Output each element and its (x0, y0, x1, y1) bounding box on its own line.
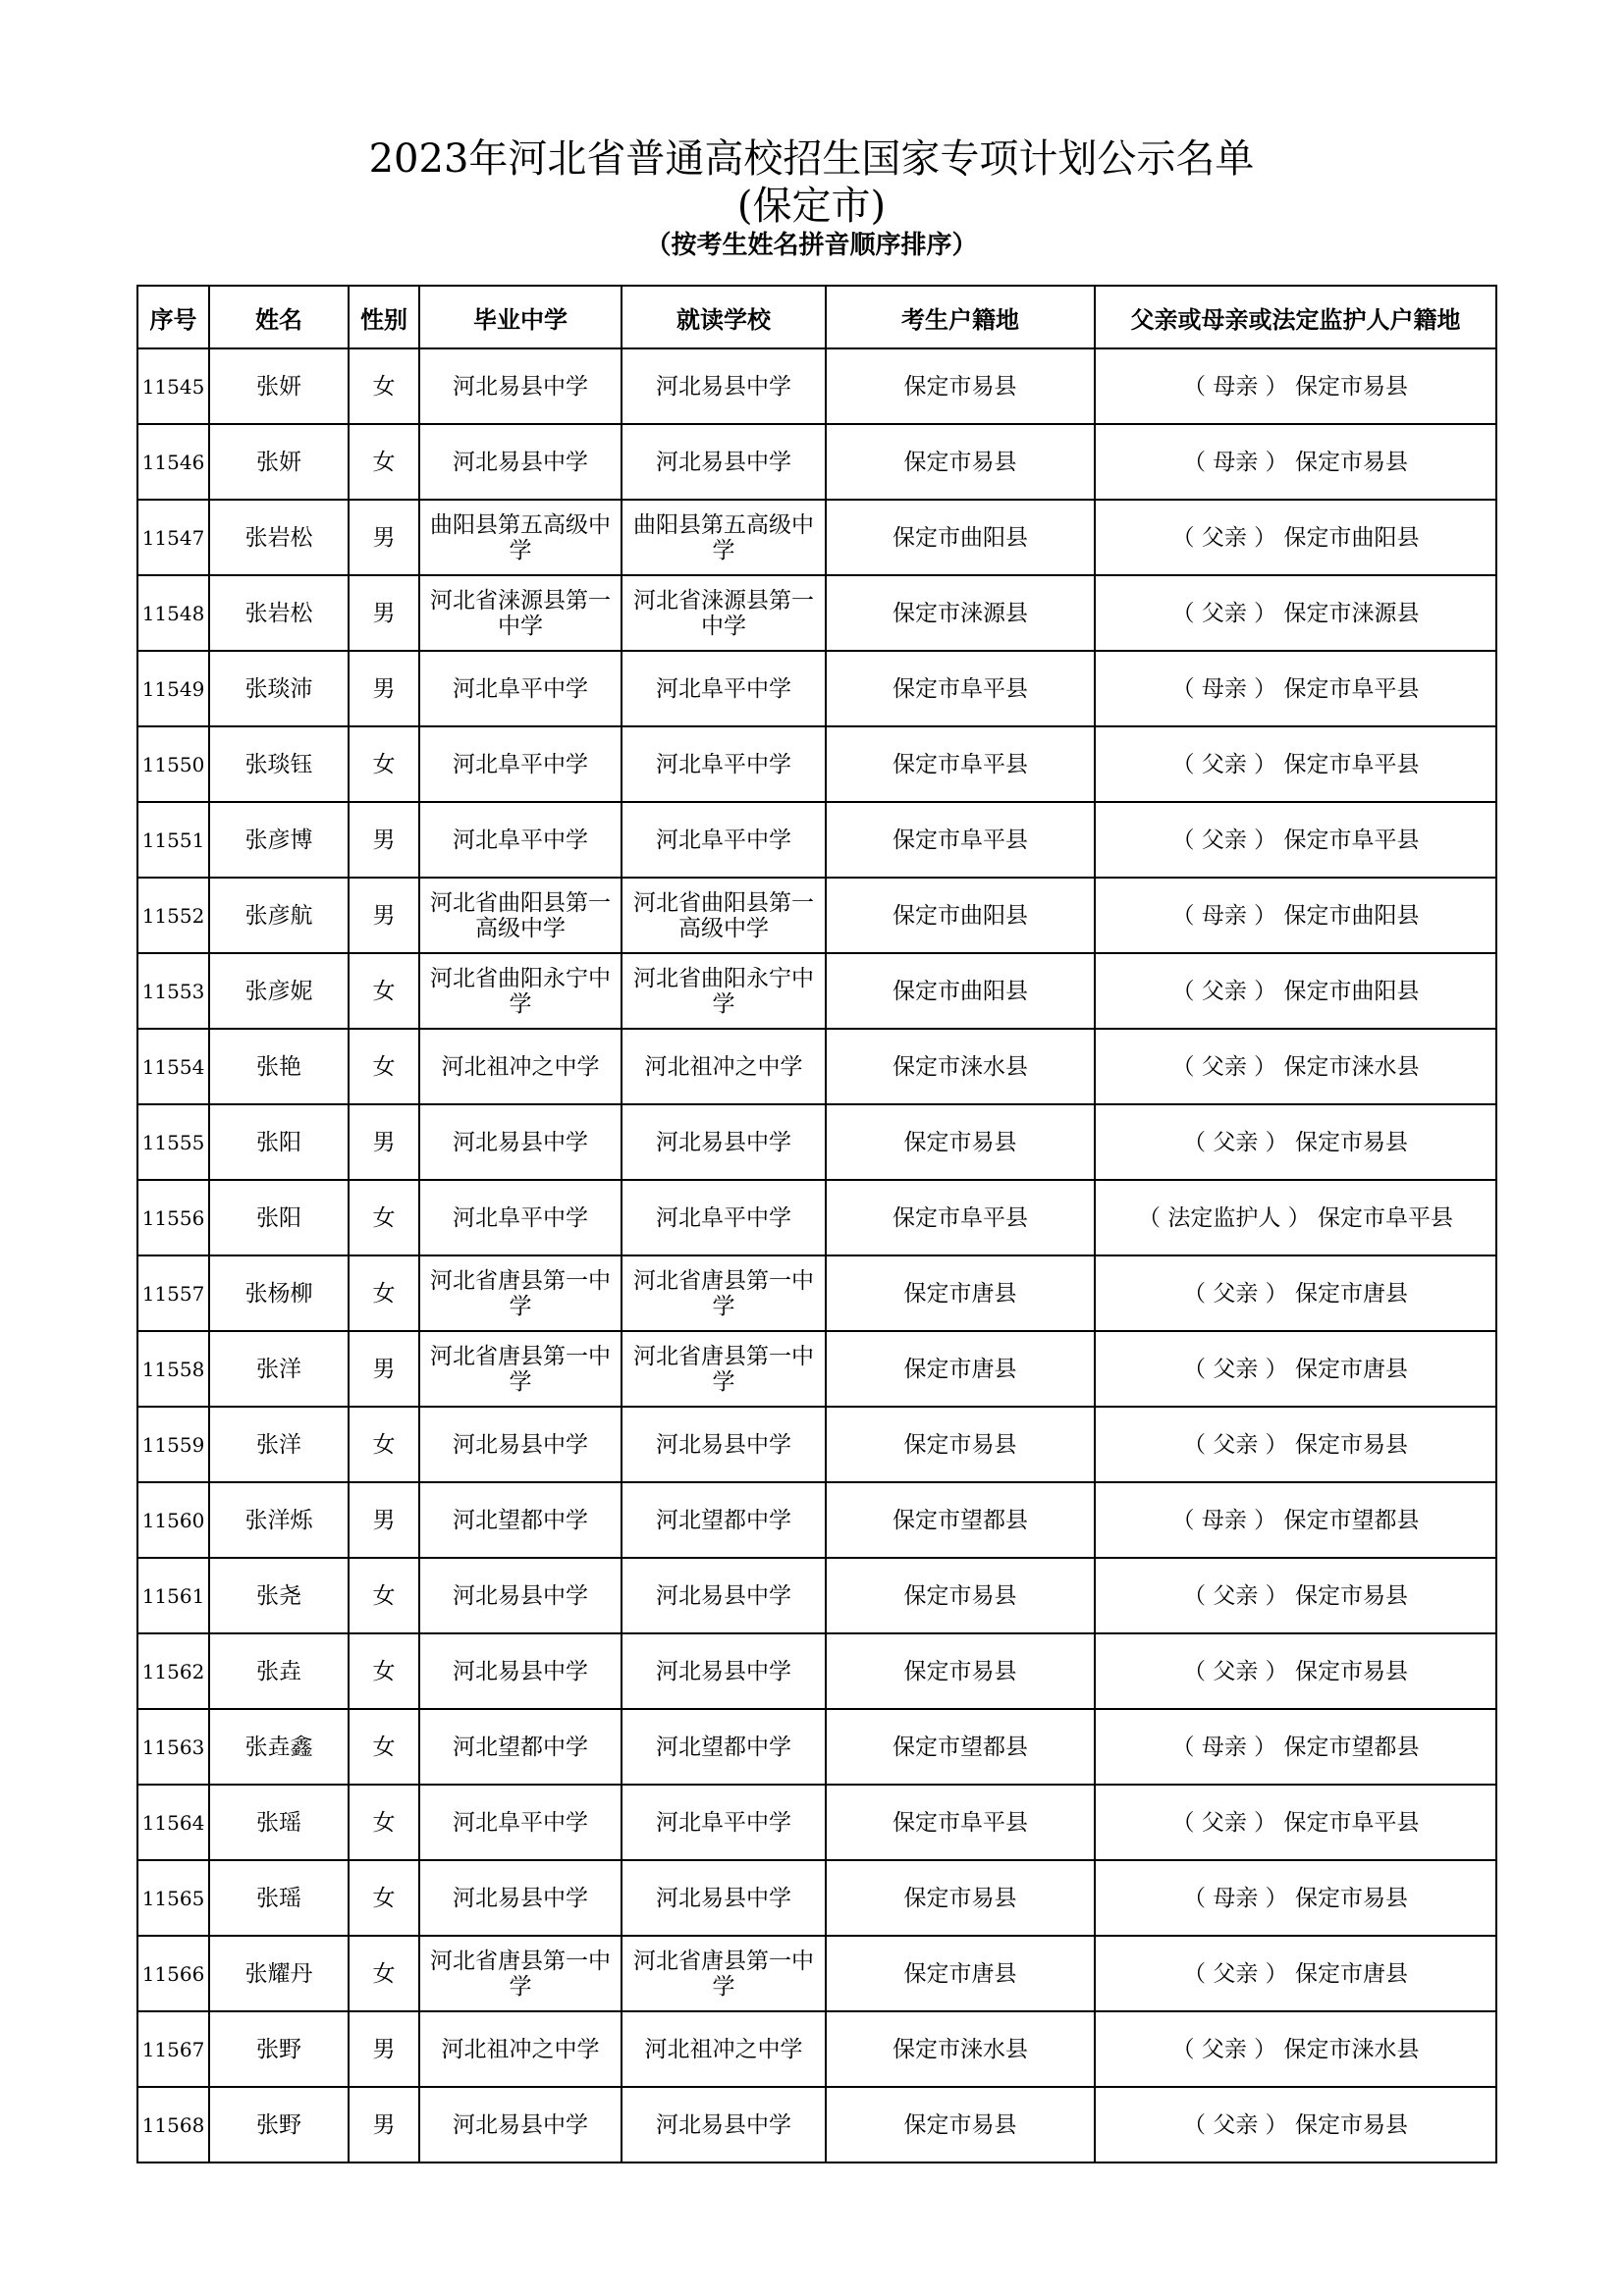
cell-student-residence: 保定市易县 (826, 1633, 1095, 1709)
cell-graduated-school: 河北省唐县第一中学 (419, 1255, 622, 1331)
cell-current-school: 河北易县中学 (622, 1633, 826, 1709)
cell-guardian-residence: （ 母亲 ） 保定市易县 (1095, 424, 1496, 500)
cell-gender: 女 (349, 1407, 419, 1482)
table-row (137, 726, 1496, 802)
cell-graduated-school: 河北易县中学 (419, 2087, 622, 2163)
cell-name: 张妍 (209, 424, 349, 500)
cell-gender: 女 (349, 348, 419, 424)
cell-gender: 男 (349, 1331, 419, 1407)
cell-student-residence: 保定市阜平县 (826, 1785, 1095, 1860)
cell-current-school: 河北阜平中学 (622, 1785, 826, 1860)
cell-gender: 女 (349, 424, 419, 500)
cell-guardian-residence: （ 母亲 ） 保定市望都县 (1095, 1709, 1496, 1785)
cell-student-residence: 保定市易县 (826, 348, 1095, 424)
cell-name: 张野 (209, 2087, 349, 2163)
cell-graduated-school: 河北祖冲之中学 (419, 1029, 622, 1104)
cell-serial: 11554 (137, 1029, 209, 1104)
cell-student-residence: 保定市唐县 (826, 1255, 1095, 1331)
cell-graduated-school: 河北阜平中学 (419, 651, 622, 726)
cell-student-residence: 保定市涞水县 (826, 2011, 1095, 2087)
cell-name: 张琰沛 (209, 651, 349, 726)
cell-gender: 女 (349, 1936, 419, 2011)
cell-graduated-school: 河北阜平中学 (419, 1785, 622, 1860)
cell-name: 张洋 (209, 1331, 349, 1407)
cell-serial: 11565 (137, 1860, 209, 1936)
cell-gender: 男 (349, 651, 419, 726)
cell-graduated-school: 河北省涞源县第一中学 (419, 575, 622, 651)
cell-student-residence: 保定市望都县 (826, 1709, 1095, 1785)
cell-graduated-school: 河北省曲阳永宁中学 (419, 953, 622, 1029)
cell-gender: 女 (349, 1558, 419, 1633)
page-title: 2023年河北省普通高校招生国家专项计划公示名单 (368, 136, 1255, 182)
cell-guardian-residence: （ 父亲 ） 保定市涞水县 (1095, 2011, 1496, 2087)
cell-graduated-school: 河北易县中学 (419, 348, 622, 424)
cell-serial: 11547 (137, 500, 209, 575)
cell-current-school: 河北易县中学 (622, 1407, 826, 1482)
cell-name: 张艳 (209, 1029, 349, 1104)
cell-guardian-residence: （ 母亲 ） 保定市望都县 (1095, 1482, 1496, 1558)
cell-current-school: 河北望都中学 (622, 1709, 826, 1785)
cell-guardian-residence: （ 父亲 ） 保定市易县 (1095, 1407, 1496, 1482)
cell-serial: 11552 (137, 878, 209, 953)
cell-gender: 女 (349, 1255, 419, 1331)
cell-gender: 女 (349, 1709, 419, 1785)
table-row (137, 575, 1496, 651)
cell-serial: 11564 (137, 1785, 209, 1860)
header-student-residence: 考生户籍地 (826, 286, 1095, 348)
cell-gender: 男 (349, 1104, 419, 1180)
cell-guardian-residence: （ 父亲 ） 保定市曲阳县 (1095, 500, 1496, 575)
cell-name: 张洋 (209, 1407, 349, 1482)
cell-gender: 男 (349, 500, 419, 575)
cell-current-school: 河北阜平中学 (622, 726, 826, 802)
cell-name: 张洋烁 (209, 1482, 349, 1558)
cell-current-school: 河北阜平中学 (622, 1180, 826, 1255)
table-row (137, 1180, 1496, 1255)
cell-guardian-residence: （ 父亲 ） 保定市易县 (1095, 1633, 1496, 1709)
cell-gender: 女 (349, 1860, 419, 1936)
cell-current-school: 河北省唐县第一中学 (622, 1331, 826, 1407)
cell-serial: 11553 (137, 953, 209, 1029)
cell-graduated-school: 曲阳县第五高级中学 (419, 500, 622, 575)
cell-guardian-residence: （ 母亲 ） 保定市易县 (1095, 348, 1496, 424)
cell-current-school: 河北易县中学 (622, 1104, 826, 1180)
cell-student-residence: 保定市涞水县 (826, 1029, 1095, 1104)
table-row (137, 2011, 1496, 2087)
cell-current-school: 河北省涞源县第一中学 (622, 575, 826, 651)
cell-gender: 女 (349, 953, 419, 1029)
cell-name: 张彦妮 (209, 953, 349, 1029)
cell-name: 张岩松 (209, 500, 349, 575)
cell-guardian-residence: （ 父亲 ） 保定市易县 (1095, 2087, 1496, 2163)
table-header-row (137, 286, 1496, 348)
header-gender: 性别 (349, 286, 419, 348)
header-serial: 序号 (137, 286, 209, 348)
cell-name: 张彦航 (209, 878, 349, 953)
table-row (137, 1029, 1496, 1104)
cell-serial: 11562 (137, 1633, 209, 1709)
cell-name: 张垚 (209, 1633, 349, 1709)
cell-guardian-residence: （ 父亲 ） 保定市唐县 (1095, 1936, 1496, 2011)
cell-gender: 女 (349, 1180, 419, 1255)
cell-serial: 11558 (137, 1331, 209, 1407)
cell-guardian-residence: （ 父亲 ） 保定市易县 (1095, 1558, 1496, 1633)
cell-serial: 11551 (137, 802, 209, 878)
cell-graduated-school: 河北祖冲之中学 (419, 2011, 622, 2087)
cell-serial: 11560 (137, 1482, 209, 1558)
cell-student-residence: 保定市易县 (826, 1407, 1095, 1482)
cell-graduated-school: 河北阜平中学 (419, 726, 622, 802)
cell-graduated-school: 河北阜平中学 (419, 1180, 622, 1255)
cell-name: 张琰钰 (209, 726, 349, 802)
table-row (137, 500, 1496, 575)
cell-name: 张阳 (209, 1104, 349, 1180)
cell-gender: 男 (349, 2011, 419, 2087)
table-row (137, 953, 1496, 1029)
cell-current-school: 河北省唐县第一中学 (622, 1255, 826, 1331)
cell-name: 张尧 (209, 1558, 349, 1633)
roster-table (136, 285, 1497, 2163)
cell-current-school: 曲阳县第五高级中学 (622, 500, 826, 575)
cell-name: 张杨柳 (209, 1255, 349, 1331)
cell-graduated-school: 河北望都中学 (419, 1482, 622, 1558)
header-graduated-school: 毕业中学 (419, 286, 622, 348)
table-row (137, 1482, 1496, 1558)
cell-current-school: 河北省唐县第一中学 (622, 1936, 826, 2011)
table-row (137, 1255, 1496, 1331)
cell-student-residence: 保定市易县 (826, 1104, 1095, 1180)
cell-student-residence: 保定市望都县 (826, 1482, 1095, 1558)
cell-student-residence: 保定市曲阳县 (826, 500, 1095, 575)
table-row (137, 1860, 1496, 1936)
table-row (137, 1785, 1496, 1860)
cell-serial: 11567 (137, 2011, 209, 2087)
cell-guardian-residence: （ 父亲 ） 保定市阜平县 (1095, 802, 1496, 878)
cell-serial: 11557 (137, 1255, 209, 1331)
cell-graduated-school: 河北望都中学 (419, 1709, 622, 1785)
cell-current-school: 河北易县中学 (622, 424, 826, 500)
cell-student-residence: 保定市易县 (826, 2087, 1095, 2163)
cell-guardian-residence: （ 法定监护人 ） 保定市阜平县 (1095, 1180, 1496, 1255)
cell-guardian-residence: （ 父亲 ） 保定市唐县 (1095, 1331, 1496, 1407)
cell-gender: 女 (349, 726, 419, 802)
table-row (137, 878, 1496, 953)
cell-name: 张耀丹 (209, 1936, 349, 2011)
cell-serial: 11566 (137, 1936, 209, 2011)
cell-name: 张瑶 (209, 1860, 349, 1936)
cell-gender: 男 (349, 575, 419, 651)
cell-current-school: 河北易县中学 (622, 348, 826, 424)
cell-guardian-residence: （ 父亲 ） 保定市曲阳县 (1095, 953, 1496, 1029)
cell-current-school: 河北祖冲之中学 (622, 2011, 826, 2087)
cell-graduated-school: 河北易县中学 (419, 1104, 622, 1180)
cell-serial: 11561 (137, 1558, 209, 1633)
cell-guardian-residence: （ 父亲 ） 保定市阜平县 (1095, 726, 1496, 802)
header-guardian-residence: 父亲或母亲或法定监护人户籍地 (1095, 286, 1496, 348)
cell-student-residence: 保定市曲阳县 (826, 878, 1095, 953)
table-row (137, 1104, 1496, 1180)
table-row (137, 1709, 1496, 1785)
cell-student-residence: 保定市唐县 (826, 1331, 1095, 1407)
cell-graduated-school: 河北易县中学 (419, 1407, 622, 1482)
cell-name: 张岩松 (209, 575, 349, 651)
cell-serial: 11550 (137, 726, 209, 802)
cell-graduated-school: 河北易县中学 (419, 1633, 622, 1709)
cell-current-school: 河北阜平中学 (622, 802, 826, 878)
cell-name: 张阳 (209, 1180, 349, 1255)
cell-serial: 11548 (137, 575, 209, 651)
cell-student-residence: 保定市易县 (826, 1860, 1095, 1936)
cell-guardian-residence: （ 父亲 ） 保定市阜平县 (1095, 1785, 1496, 1860)
cell-current-school: 河北易县中学 (622, 2087, 826, 2163)
cell-guardian-residence: （ 父亲 ） 保定市唐县 (1095, 1255, 1496, 1331)
cell-student-residence: 保定市易县 (826, 424, 1095, 500)
cell-name: 张垚鑫 (209, 1709, 349, 1785)
cell-gender: 男 (349, 2087, 419, 2163)
cell-serial: 11568 (137, 2087, 209, 2163)
cell-serial: 11546 (137, 424, 209, 500)
cell-guardian-residence: （ 母亲 ） 保定市曲阳县 (1095, 878, 1496, 953)
cell-name: 张瑶 (209, 1785, 349, 1860)
cell-graduated-school: 河北省曲阳县第一高级中学 (419, 878, 622, 953)
cell-graduated-school: 河北阜平中学 (419, 802, 622, 878)
cell-name: 张妍 (209, 348, 349, 424)
cell-current-school: 河北望都中学 (622, 1482, 826, 1558)
cell-student-residence: 保定市易县 (826, 1558, 1095, 1633)
cell-current-school: 河北省曲阳县第一高级中学 (622, 878, 826, 953)
cell-current-school: 河北阜平中学 (622, 651, 826, 726)
cell-gender: 女 (349, 1633, 419, 1709)
cell-serial: 11545 (137, 348, 209, 424)
cell-student-residence: 保定市唐县 (826, 1936, 1095, 2011)
cell-serial: 11549 (137, 651, 209, 726)
table-row (137, 1633, 1496, 1709)
cell-student-residence: 保定市阜平县 (826, 726, 1095, 802)
cell-graduated-school: 河北省唐县第一中学 (419, 1936, 622, 2011)
cell-guardian-residence: （ 母亲 ） 保定市阜平县 (1095, 651, 1496, 726)
cell-guardian-residence: （ 父亲 ） 保定市易县 (1095, 1104, 1496, 1180)
table-row (137, 1407, 1496, 1482)
cell-current-school: 河北易县中学 (622, 1860, 826, 1936)
cell-name: 张彦博 (209, 802, 349, 878)
table-row (137, 2087, 1496, 2163)
cell-gender: 男 (349, 802, 419, 878)
cell-serial: 11555 (137, 1104, 209, 1180)
header-current-school: 就读学校 (622, 286, 826, 348)
cell-student-residence: 保定市阜平县 (826, 1180, 1095, 1255)
cell-graduated-school: 河北省唐县第一中学 (419, 1331, 622, 1407)
cell-serial: 11559 (137, 1407, 209, 1482)
cell-current-school: 河北易县中学 (622, 1558, 826, 1633)
cell-graduated-school: 河北易县中学 (419, 1558, 622, 1633)
cell-gender: 男 (349, 1482, 419, 1558)
table-row (137, 802, 1496, 878)
cell-student-residence: 保定市曲阳县 (826, 953, 1095, 1029)
cell-graduated-school: 河北易县中学 (419, 424, 622, 500)
table-row (137, 1936, 1496, 2011)
table-row (137, 651, 1496, 726)
cell-gender: 女 (349, 1785, 419, 1860)
cell-gender: 男 (349, 878, 419, 953)
cell-student-residence: 保定市阜平县 (826, 651, 1095, 726)
cell-gender: 女 (349, 1029, 419, 1104)
cell-current-school: 河北省曲阳永宁中学 (622, 953, 826, 1029)
cell-name: 张野 (209, 2011, 349, 2087)
cell-current-school: 河北祖冲之中学 (622, 1029, 826, 1104)
cell-serial: 11556 (137, 1180, 209, 1255)
cell-student-residence: 保定市涞源县 (826, 575, 1095, 651)
cell-student-residence: 保定市阜平县 (826, 802, 1095, 878)
table-row (137, 1558, 1496, 1633)
page-subtitle: （按考生姓名拼音顺序排序） (645, 231, 978, 260)
table-row (137, 1331, 1496, 1407)
table-row (137, 424, 1496, 500)
cell-guardian-residence: （ 父亲 ） 保定市涞源县 (1095, 575, 1496, 651)
page-title-city: (保定市) (736, 184, 887, 229)
header-name: 姓名 (209, 286, 349, 348)
table-row (137, 348, 1496, 424)
cell-guardian-residence: （ 母亲 ） 保定市易县 (1095, 1860, 1496, 1936)
cell-graduated-school: 河北易县中学 (419, 1860, 622, 1936)
cell-serial: 11563 (137, 1709, 209, 1785)
cell-guardian-residence: （ 父亲 ） 保定市涞水县 (1095, 1029, 1496, 1104)
